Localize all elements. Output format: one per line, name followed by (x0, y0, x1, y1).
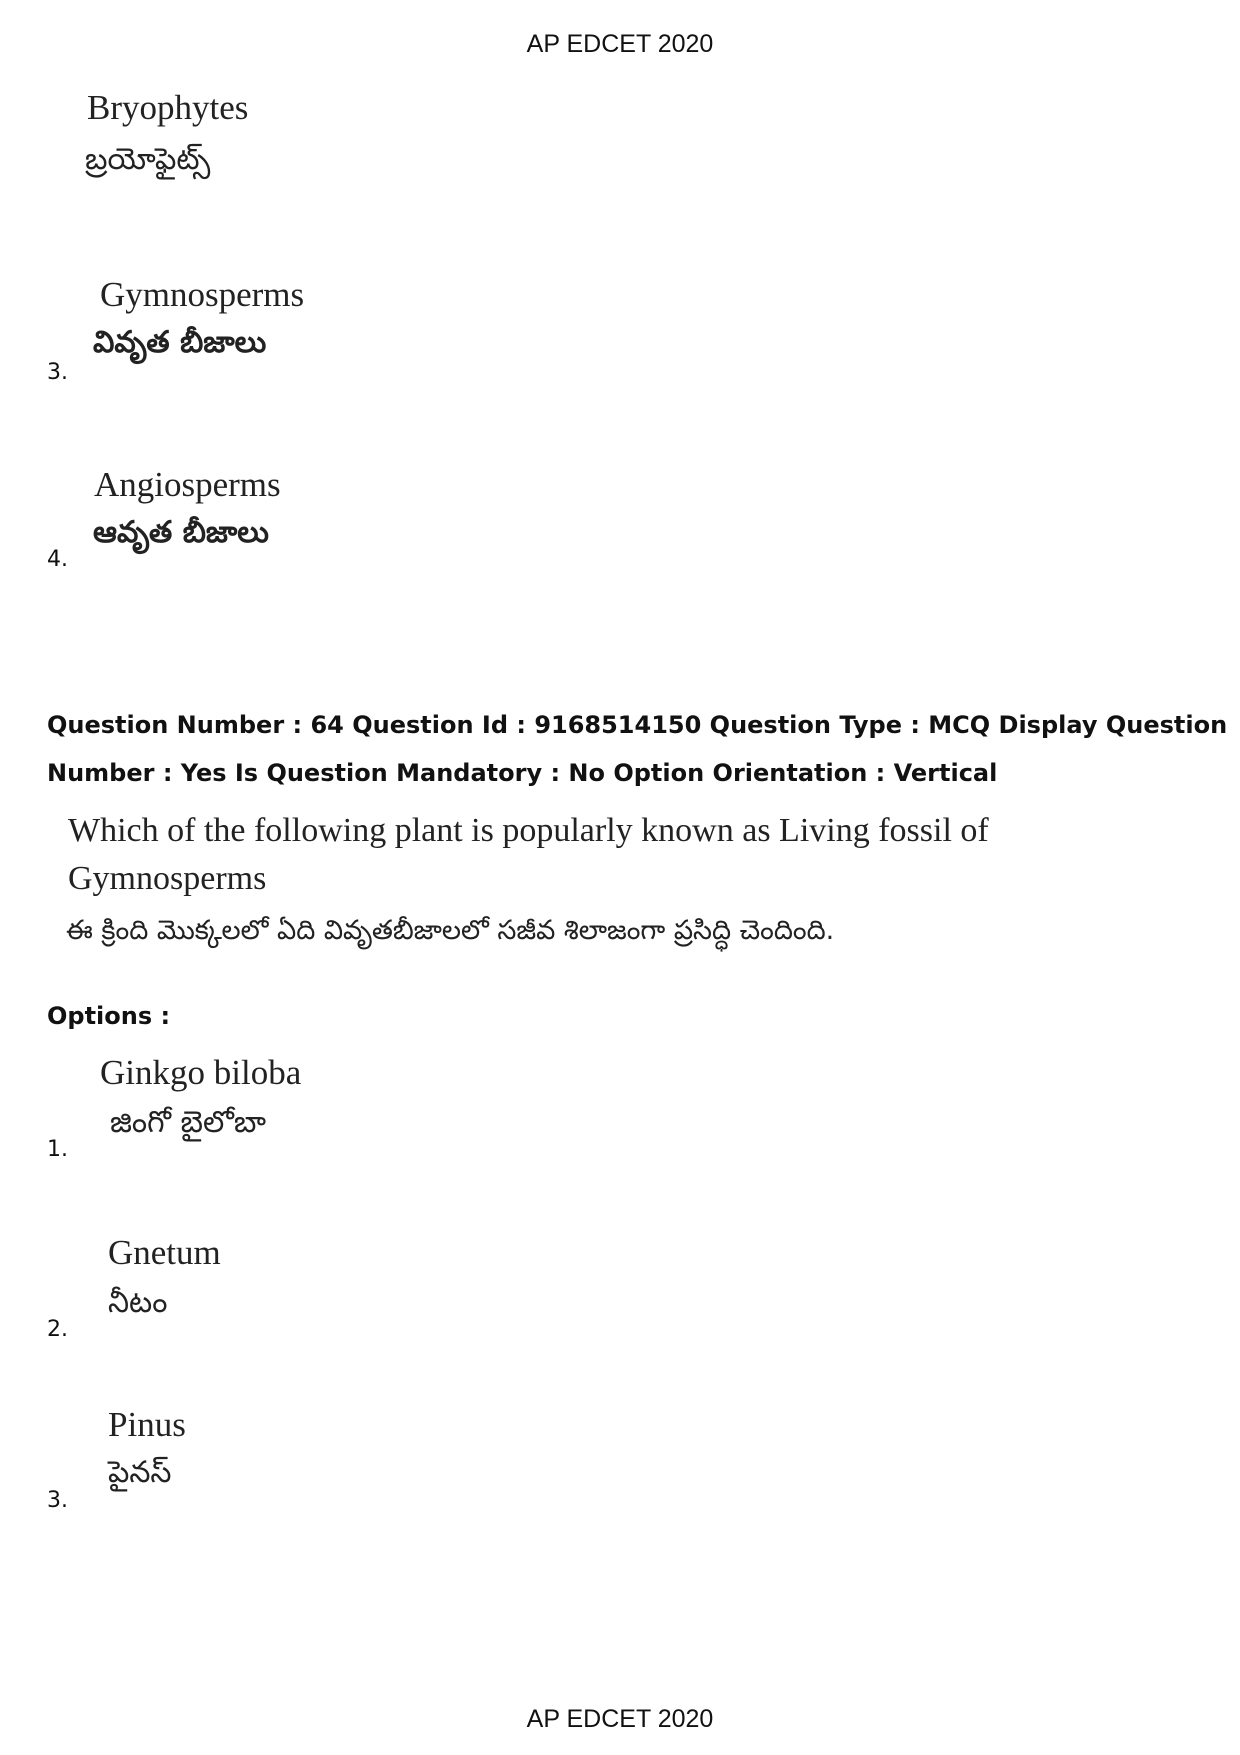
option-telugu-text: బ్రయోఫైట్స్ (85, 142, 211, 177)
question-text-english-line-1: Which of the following plant is popularly known as Living fossil of (68, 812, 989, 849)
option-english-text: Pinus (108, 1405, 186, 1444)
question-text-telugu: ఈ క్రింది మొక్కలలో ఏది వివృతబీజాలలో సజీవ శిలాజంగా ప్రసిద్ధి చెందింది. (66, 915, 835, 946)
option-english-text: Gnetum (108, 1233, 221, 1272)
option-english-text: Gymnosperms (100, 275, 305, 314)
option-telugu-text: ఆవృత బీజాలు (93, 515, 269, 550)
option-telugu-text: జింగో బైలోబా (110, 1105, 267, 1140)
option-telugu-text: నీటం (108, 1285, 168, 1320)
page-footer: AP EDCET 2020 (526, 1705, 714, 1733)
option-english-text: Ginkgo biloba (100, 1053, 302, 1092)
option-number: 1. (47, 1137, 68, 1162)
option-number: 3. (47, 1488, 68, 1513)
option-telugu-text: పైనస్ (108, 1455, 172, 1490)
page-header: AP EDCET 2020 (526, 30, 714, 58)
question-meta-line-1: Question Number : 64 Question Id : 9168514150 Question Type : MCQ Display Question (47, 711, 1228, 739)
option-telugu-text: వివృత బీజాలు (93, 325, 267, 360)
option-english-text: Bryophytes (87, 88, 249, 127)
option-number: 2. (47, 1317, 68, 1342)
options-label: Options : (47, 1002, 171, 1030)
option-english-text: Angiosperms (94, 465, 281, 504)
question-meta-line-2: Number : Yes Is Question Mandatory : No Option Orientation : Vertical (47, 759, 998, 787)
option-number: 3. (47, 360, 68, 385)
question-text-english-line-2: Gymnosperms (68, 860, 267, 897)
option-number: 4. (47, 547, 68, 572)
